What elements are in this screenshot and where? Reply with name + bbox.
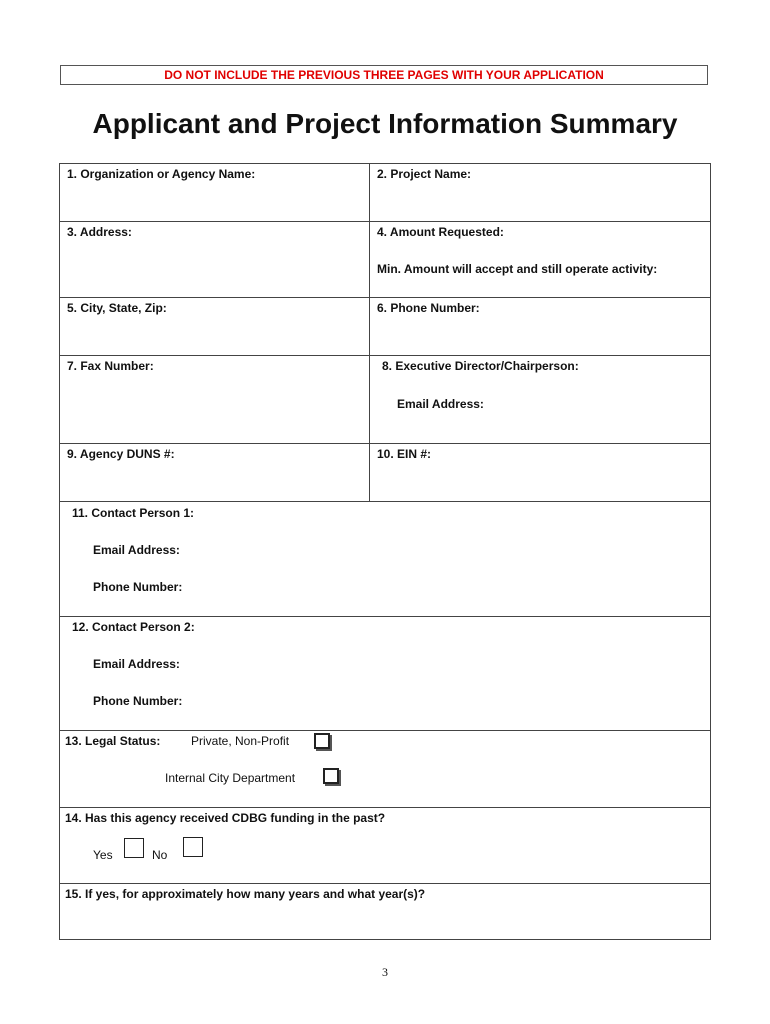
org-name-label: 1. Organization or Agency Name:: [67, 167, 256, 181]
contact-person-1-label: 11. Contact Person 1:: [72, 506, 195, 520]
form-row-contact-2: [60, 617, 710, 731]
executive-email-label: Email Address:: [397, 397, 484, 411]
form-row-3: [60, 298, 710, 356]
private-nonprofit-label: Private, Non-Profit: [191, 734, 290, 748]
page-title: Applicant and Project Information Summary: [92, 108, 678, 139]
ein-label: 10. EIN #:: [377, 447, 432, 461]
duns-label: 9. Agency DUNS #:: [67, 447, 175, 461]
internal-city-department-checkbox[interactable]: [323, 768, 339, 784]
private-nonprofit-checkbox[interactable]: [314, 733, 330, 749]
cdbg-no-checkbox[interactable]: [183, 837, 203, 857]
cdbg-no-label: No: [152, 848, 168, 862]
city-state-zip-label: 5. City, State, Zip:: [67, 301, 167, 315]
form-row-2: [60, 222, 710, 298]
min-amount-label: Min. Amount will accept and still operate activity:: [377, 262, 658, 276]
application-form: [59, 163, 711, 940]
cdbg-funding-question: 14. Has this agency received CDBG funding in the past?: [65, 811, 386, 825]
contact-1-phone-label: Phone Number:: [93, 580, 183, 594]
page-number: 3: [382, 965, 388, 979]
internal-city-department-label: Internal City Department: [165, 771, 296, 785]
legal-status-label: 13. Legal Status:: [65, 734, 161, 748]
cdbg-yes-checkbox[interactable]: [124, 838, 144, 858]
executive-director-label: 8. Executive Director/Chairperson:: [382, 359, 579, 373]
contact-person-2-label: 12. Contact Person 2:: [72, 620, 195, 634]
form-row-4: [60, 356, 710, 444]
cdbg-yes-label: Yes: [93, 848, 113, 862]
contact-2-phone-label: Phone Number:: [93, 694, 183, 708]
form-row-1: [60, 164, 710, 222]
address-label: 3. Address:: [67, 225, 132, 239]
notice-banner: [60, 65, 708, 85]
form-row-5: [60, 444, 710, 502]
phone-number-label: 6. Phone Number:: [377, 301, 480, 315]
form-row-legal-status: [60, 731, 710, 808]
form-row-years: [60, 884, 710, 939]
form-row-contact-1: [60, 502, 710, 617]
form-row-cdbg: [60, 808, 710, 884]
notice-text: DO NOT INCLUDE THE PREVIOUS THREE PAGES WITH YOUR APPLICATION: [164, 68, 604, 82]
contact-2-email-label: Email Address:: [93, 657, 180, 671]
project-name-label: 2. Project Name:: [377, 167, 472, 181]
amount-requested-label: 4. Amount Requested:: [377, 225, 504, 239]
cdbg-years-question: 15. If yes, for approximately how many years and what year(s)?: [65, 887, 426, 901]
contact-1-email-label: Email Address:: [93, 543, 180, 557]
fax-number-label: 7. Fax Number:: [67, 359, 154, 373]
